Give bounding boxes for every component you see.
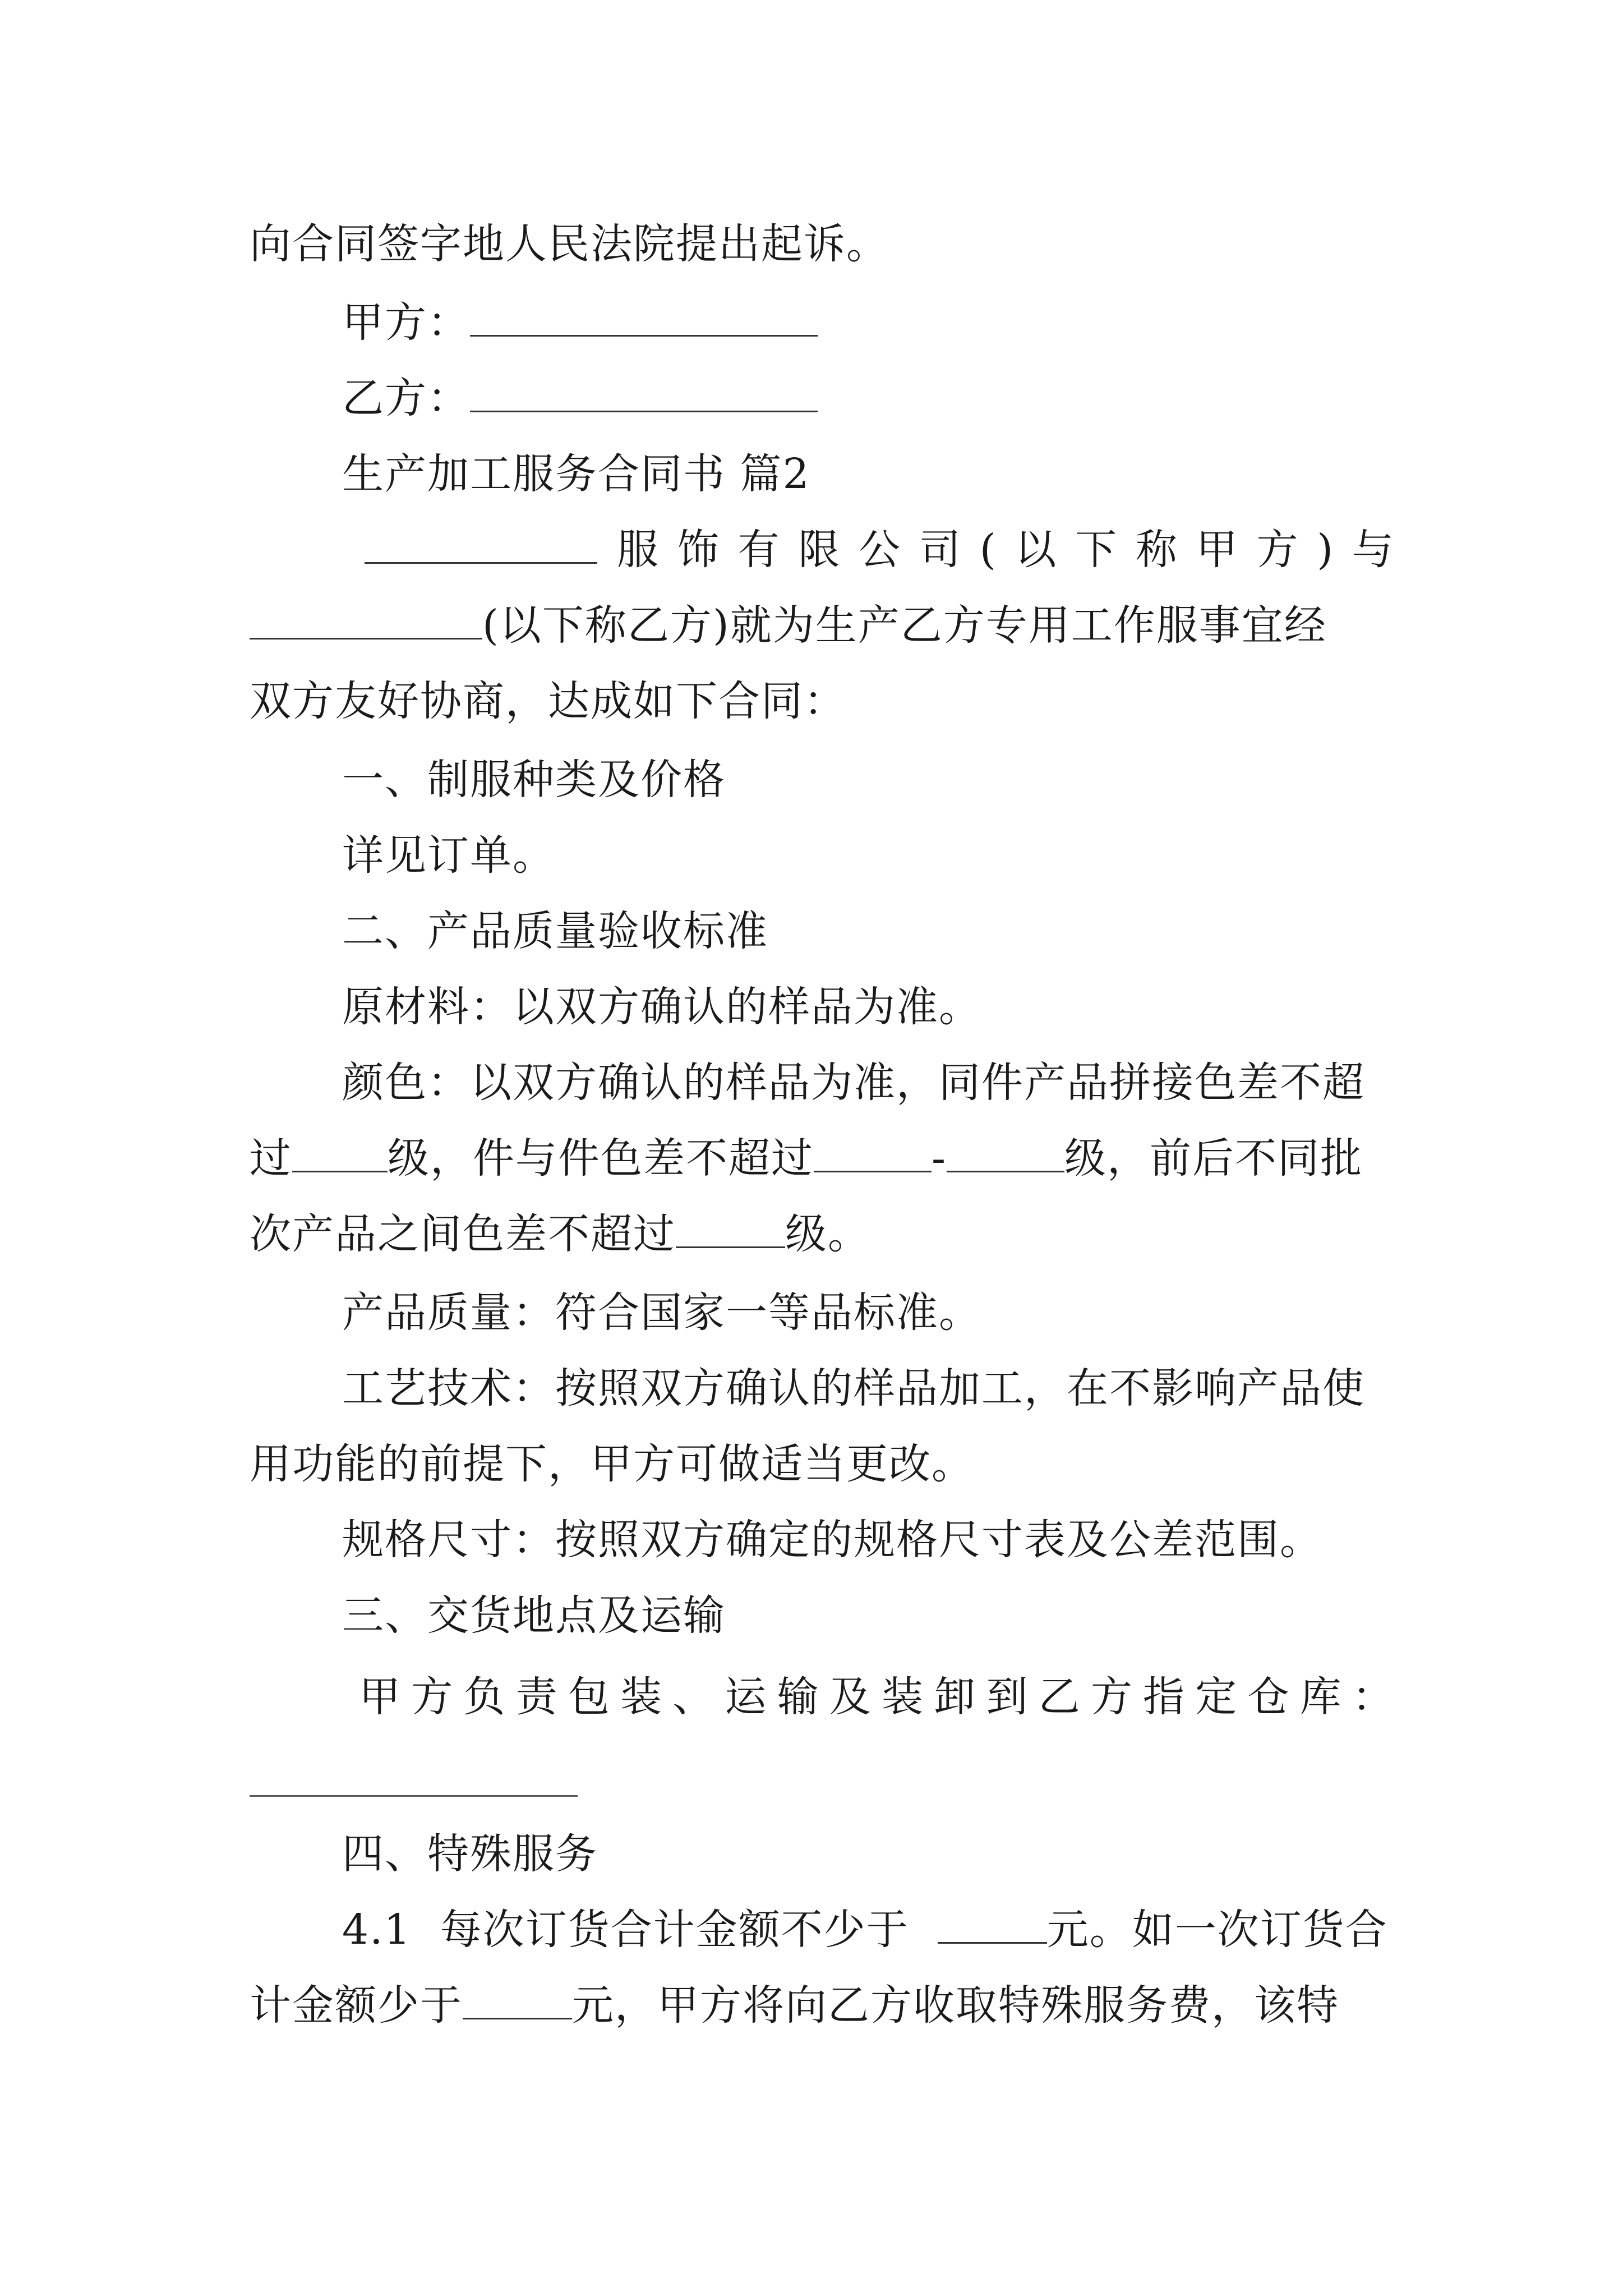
paragraph-line — [250, 1977, 1339, 2033]
party-b-label: 乙方： — [342, 374, 470, 422]
heading-2: 二、产品质量验收标准 — [342, 907, 768, 955]
party-a-blank — [470, 300, 818, 337]
justified-char: 饰 — [677, 526, 719, 574]
justified-char: 称 — [1135, 526, 1177, 574]
justified-char: ( — [979, 526, 996, 574]
section-title: 生产加工服务合同书 篇2 — [342, 450, 810, 498]
paragraph-line: 双方友好协商，达成如下合同： — [250, 677, 846, 725]
justified-char: 与 — [1352, 526, 1394, 574]
party-b-line — [342, 370, 818, 426]
heading-1: 一、制服种类及价格 — [342, 756, 726, 804]
justified-char: 运 — [725, 1673, 767, 1721]
fill-blank — [463, 1983, 572, 2019]
blank-company — [365, 522, 597, 578]
justified-char: 指 — [1143, 1673, 1185, 1721]
paragraph-line: 规格尺寸：按照双方确定的规格尺寸表及公差范围。 — [342, 1516, 1322, 1564]
paragraph-line: 向合同签字地人民法院提出起诉。 — [250, 220, 889, 268]
justified-char: 服 — [617, 526, 658, 574]
justified-char: 以 — [1015, 526, 1057, 574]
justified-char: 甲 — [1196, 526, 1238, 574]
justified-char: 负 — [463, 1673, 505, 1721]
justified-char: 装 — [620, 1673, 662, 1721]
paragraph-text: 过 — [250, 1134, 292, 1182]
fill-blank — [947, 1136, 1064, 1172]
heading-4: 四、特殊服务 — [342, 1830, 598, 1878]
company-blank — [365, 527, 597, 564]
justified-char: 有 — [737, 526, 780, 574]
paragraph-text: 次产品之间色差不超过 — [250, 1210, 676, 1258]
party-a-label: 甲方： — [342, 298, 470, 347]
justified-char: 方 — [411, 1673, 453, 1721]
party-a-line — [342, 295, 818, 351]
paragraph-text: 4.1 每次订货合计金额不少于 — [342, 1906, 938, 1954]
justified-char: 司 — [919, 526, 961, 574]
justified-char: 库 — [1299, 1673, 1341, 1721]
fill-blank — [292, 1136, 388, 1172]
justified-char: ： — [1352, 1673, 1394, 1721]
paragraph-line-justified — [359, 1669, 1394, 1725]
fill-blank — [938, 1907, 1047, 1944]
paragraph-text: 级，前后不同批 — [1064, 1134, 1363, 1182]
justified-char: 方 — [1256, 526, 1298, 574]
paragraph-text: 计金额少于 — [250, 1981, 463, 2030]
paragraph-line: 产品质量：符合国家一等品标准。 — [342, 1289, 981, 1337]
paragraph-text: 元，甲方将向乙方收取特殊服务费，该特 — [572, 1981, 1339, 2030]
justified-char: 定 — [1195, 1673, 1237, 1721]
paragraph-text: 元。如一次订货合 — [1046, 1906, 1388, 1954]
justified-char: 下 — [1075, 526, 1117, 574]
justified-char: 装 — [882, 1673, 924, 1721]
justified-char: 公 — [859, 526, 901, 574]
paragraph-line: 颜色：以双方确认的样品为准，同件产品拼接色差不超 — [342, 1059, 1365, 1107]
justified-char: 到 — [986, 1673, 1028, 1721]
party-b-blank — [470, 376, 818, 412]
paragraph-line: 原材料：以双方确认的样品为准。 — [342, 983, 981, 1031]
paragraph-line: 用功能的前提下，甲方可做适当更改。 — [250, 1440, 974, 1488]
justified-char: 仓 — [1247, 1673, 1289, 1721]
paragraph-text: 级，件与件色差不超过 — [388, 1134, 814, 1182]
justified-char: 、 — [672, 1673, 714, 1721]
paragraph-line-justified — [617, 522, 1394, 578]
paragraph-text: (以下称乙方)就为生产乙方专用工作服事宜经 — [482, 601, 1327, 650]
justified-char: 责 — [515, 1673, 557, 1721]
justified-char: 包 — [568, 1673, 610, 1721]
justified-char: 限 — [798, 526, 840, 574]
paragraph-line — [250, 597, 1327, 654]
paragraph-line: 工艺技术：按照双方确认的样品加工，在不影响产品使 — [342, 1364, 1365, 1412]
fill-blank — [676, 1212, 785, 1248]
justified-char: 输 — [777, 1673, 819, 1721]
paragraph-line — [250, 1206, 870, 1262]
paragraph-line — [342, 1902, 1388, 1958]
justified-char: ) — [1317, 526, 1334, 574]
justified-char: 卸 — [934, 1673, 976, 1721]
paragraph-text: 级。 — [785, 1210, 870, 1258]
party-blank — [250, 603, 482, 639]
paragraph-text: - — [932, 1134, 947, 1182]
justified-char: 及 — [829, 1673, 871, 1721]
justified-char: 方 — [1090, 1673, 1132, 1721]
justified-char: 乙 — [1038, 1673, 1080, 1721]
paragraph-line: 详见订单。 — [342, 831, 555, 880]
heading-3: 三、交货地点及运输 — [342, 1591, 726, 1640]
fill-blank — [814, 1136, 932, 1172]
justified-char: 甲 — [359, 1673, 400, 1721]
fill-blank-line — [250, 1795, 578, 1797]
paragraph-line — [250, 1130, 1363, 1186]
